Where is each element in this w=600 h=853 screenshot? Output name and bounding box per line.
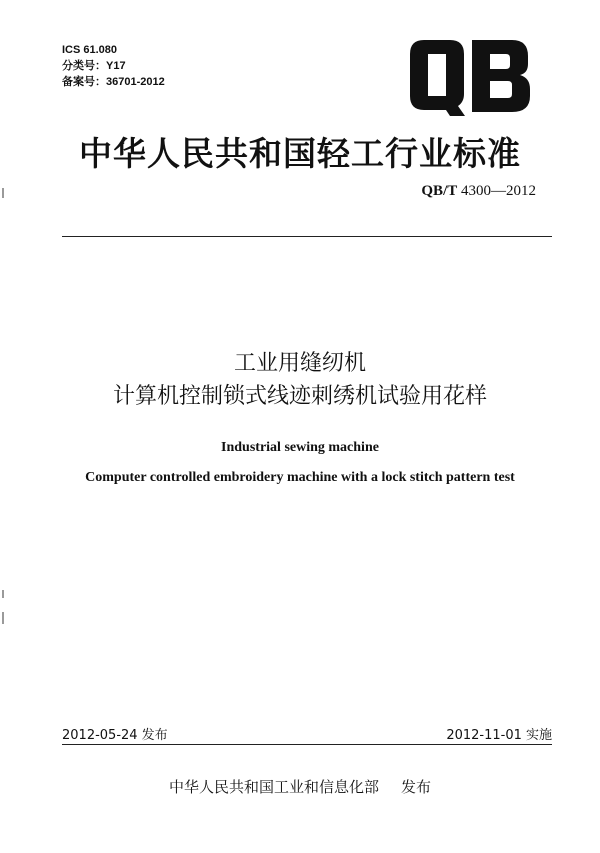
english-title-line-1: Industrial sewing machine — [221, 440, 379, 455]
issuer-name: 中华人民共和国工业和信息化部 — [168, 778, 379, 796]
standard-code: 4300—2012 — [461, 183, 536, 199]
qb-logo-q — [410, 40, 465, 116]
standard-prefix: QB/T — [421, 183, 458, 199]
record-number: 备案号：36701-2012 — [62, 76, 165, 88]
issue-date: 2012-05-24 发布 — [62, 728, 168, 743]
scan-margin-mark — [2, 590, 4, 598]
issuing-authority-title: 中华人民共和国轻工行业标准 — [79, 134, 521, 173]
top-divider — [62, 236, 552, 237]
qb-logo — [408, 36, 532, 118]
qb-logo-b — [472, 40, 530, 112]
scan-margin-mark — [2, 188, 4, 198]
english-title-line-2: Computer controlled embroidery machine with a lock stitch pattern test — [85, 470, 515, 485]
ics-code: ICS 61.080 — [62, 44, 118, 56]
bottom-divider — [62, 744, 552, 745]
issuer-action: 发布 — [401, 778, 432, 796]
effective-date: 2012-11-01 实施 — [446, 728, 552, 743]
chinese-title-line-2: 计算机控制锁式线迹刺绣机试验用花样 — [112, 384, 487, 409]
classification-number: 分类号：Y17 — [62, 60, 126, 72]
scan-margin-mark — [2, 612, 4, 624]
standard-number — [421, 183, 536, 200]
chinese-title-line-1: 工业用缝纫机 — [233, 351, 366, 376]
issuer-line — [0, 776, 600, 797]
